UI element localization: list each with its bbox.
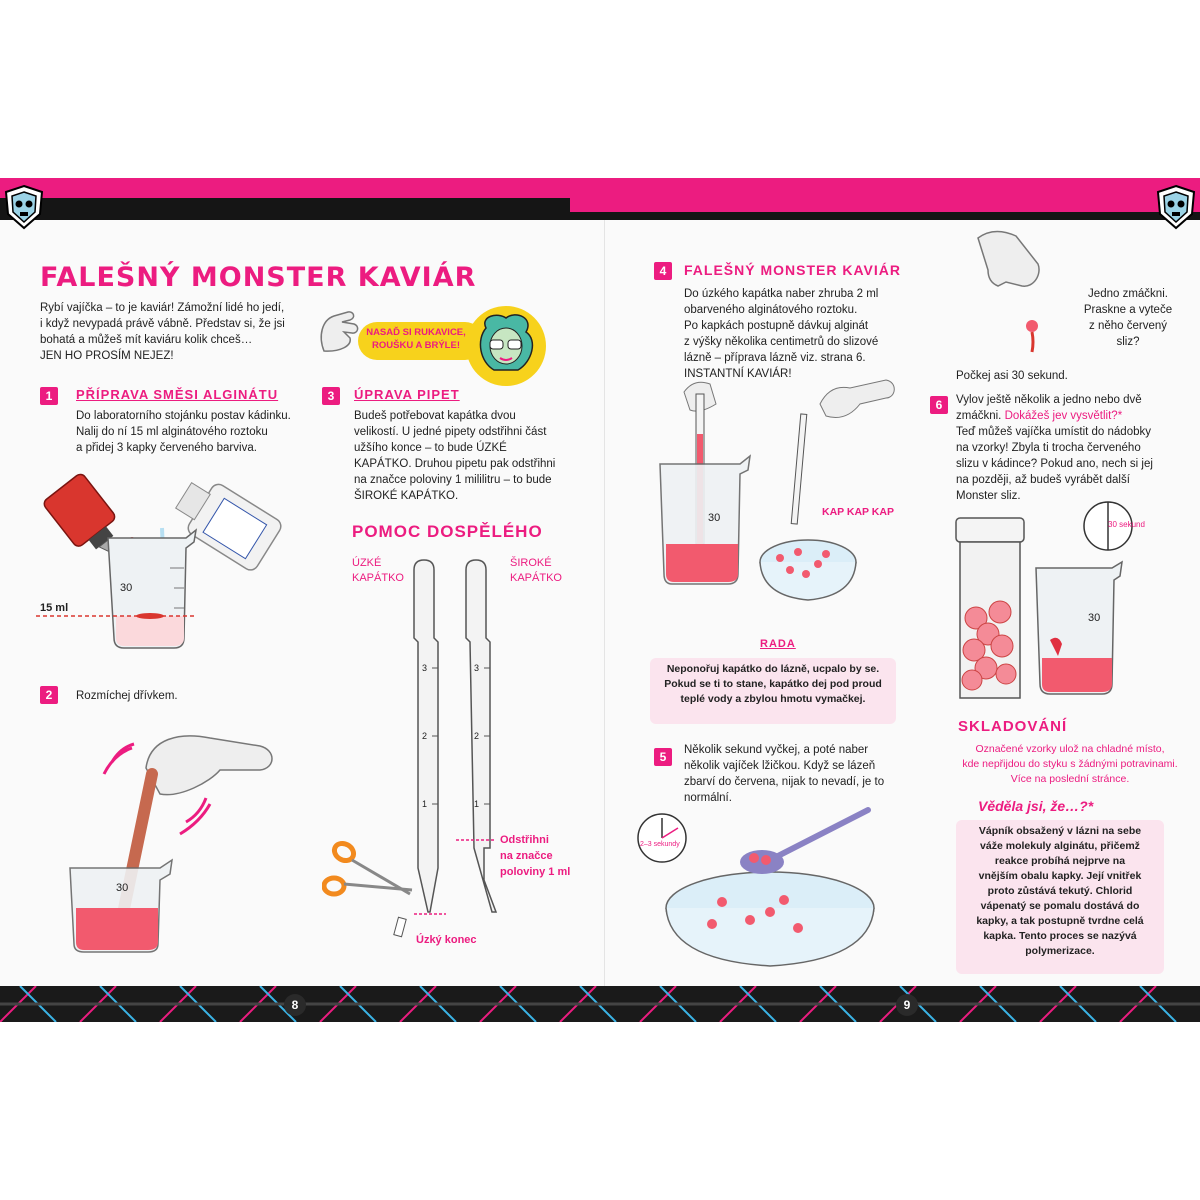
did-you-know-title: Věděla jsi, že…?* [978, 798, 1094, 814]
stirring-illustration [60, 718, 290, 958]
step-1-title: PŘÍPRAVA SMĚSI ALGINÁTU [76, 387, 279, 402]
tip-box: Neponořuj kapátko do lázně, ucpalo by se. Pokud se ti to stane, kapátko dej pod proud teplé vody a zbylou hmotu vymačkej. [650, 658, 896, 724]
beaker-4-mark: 30 [1088, 612, 1101, 624]
dropping-illustration [650, 374, 900, 614]
safety-badge-text: NASAĎ SI RUKAVICE, ROUŠKU A BRÝLE! [366, 327, 466, 351]
beaker-1-mark: 30 [120, 582, 133, 594]
narrow-mark-1: 1 [422, 799, 428, 809]
narrow-mark-3: 3 [422, 663, 428, 673]
step-4-title: FALEŠNÝ MONSTER KAVIÁR [684, 262, 901, 278]
step-1-text: Do laboratorního stojánku postav kádinku. Nalij do ní 15 ml alginátového roztoku a přidej 3 kapky červeného barviva. [76, 410, 291, 454]
skull-logo-right-icon [1156, 184, 1196, 230]
wide-pipette-label: ŠIROKÉ KAPÁTKO [510, 557, 562, 584]
step-4-text: Do úzkého kapátka naber zhruba 2 ml obarveného alginátového roztoku. Po kapkách postupně dávkuj alginát z výšky několika centimetrů do slizové lázně – příprava lázně viz. strana 6. INSTANTNÍ KAVIÁR! [684, 288, 879, 380]
scissors-icon [322, 838, 422, 948]
wait-text: Počkej asi 30 sekund. [956, 370, 1068, 382]
wide-mark-2: 2 [474, 731, 480, 741]
drip-label: KAP KAP KAP [822, 506, 894, 518]
step-2-text: Rozmíchej dřívkem. [76, 690, 178, 702]
page-title: FALEŠNÝ MONSTER KAVIÁR [40, 262, 477, 293]
step-3-title: ÚPRAVA PIPET [354, 387, 460, 402]
narrow-mark-2: 2 [422, 731, 428, 741]
step-3-text: Budeš potřebovat kapátka dvou velikostí. U jedné pipety odstřihni část užšího konce – to bude ÚZKÉ KAPÁTKO. Druhou pipetu pak odstřihni na značce poloviny 1 mililitru – to bude ŠIROKÉ KAPÁTKO. [354, 410, 556, 502]
beaker-3-mark: 30 [708, 512, 721, 524]
page-gutter [604, 220, 605, 986]
wide-mark-3: 3 [474, 663, 480, 673]
step-6-text: Vylov ještě několik a jedno nebo dvě zmáčkni. Dokážeš jev vysvětlit?* Teď můžeš vajíčka umístit do nádobky na vzorky! Zbyla ti trocha červeného slizu v kádince? Pokud ano, nech si jej na později, až budeš vyrábět další Monster sliz. [956, 394, 1153, 502]
plaid-pattern-icon [0, 986, 1200, 1022]
footer-pattern [0, 986, 1200, 1022]
step-6-number: 6 [930, 396, 948, 414]
tip-title: RADA [760, 638, 796, 650]
step-5-text: Několik sekund vyčkej, a poté naber několik vajíček lžičkou. Když se lázeň zbarví do červena, nijak to nevadí, je to normální. [684, 744, 885, 804]
gloved-hand-icon [314, 306, 364, 358]
step-3-number: 3 [322, 387, 340, 405]
beaker-2-mark: 30 [116, 882, 129, 894]
intro-text: Rybí vajíčka – to je kaviár! Zámožní lidé ho jedí, i když nevypadá právě vábně. Představ si, že jsi bohatá a můžeš mít kaviáru kolik chceš… JEN HO PROSÍM NEJEZ! [40, 302, 285, 362]
page-number-right: 9 [896, 994, 918, 1016]
dye-beaker-illustration [34, 468, 304, 658]
header-black-band-right [570, 212, 1200, 220]
did-you-know-box: Vápník obsažený v lázni na sebe váže molekuly alginátu, přičemž reakce probíhá nejprve na vnějším obalu kapky. Její vnitřek proto zůstává tekutý. Chlorid vápenatý se pomalu dostává do kapky, a tak postupně tvrdne celá kapka. Tento proces se nazývá polymerizace. [956, 820, 1164, 974]
skull-logo-icon [4, 184, 44, 230]
squeeze-text: Jedno zmáčkni. Praskne a vyteče z něho červený sliz? [1083, 288, 1173, 348]
wide-mark-1: 1 [474, 799, 480, 809]
spoon-illustration [634, 804, 924, 984]
timer-30-label: 30 sekund [1108, 520, 1145, 529]
storage-illustration [940, 508, 1130, 704]
storage-title: SKLADOVÁNÍ [958, 718, 1068, 735]
step-1-number: 1 [40, 387, 58, 405]
header-pink-band-right [570, 178, 1200, 212]
squeeze-hand-illustration [968, 228, 1058, 358]
cut-mark-label: Odstřihni na značce poloviny 1 ml [500, 834, 571, 878]
book-spread [0, 178, 1200, 1022]
adult-help-heading: POMOC DOSPĚLÉHO [352, 522, 543, 541]
page-number-left: 8 [284, 994, 306, 1016]
narrow-pipette-label: ÚZKÉ KAPÁTKO [352, 557, 404, 584]
header-black-band [0, 198, 570, 220]
step-5-number: 5 [654, 748, 672, 766]
step-2-number: 2 [40, 686, 58, 704]
narrow-end-label: Úzký konec [416, 934, 477, 946]
ml-label: 15 ml [40, 602, 69, 614]
step-4-number: 4 [654, 262, 672, 280]
monster-character-icon [472, 310, 540, 380]
storage-text: Označené vzorky ulož na chladné místo, kde nepřijdou do styku s žádnými potravinami. Více na poslední stránce. [962, 743, 1178, 785]
timer-2-3-label: 2–3 sekundy [640, 841, 680, 848]
